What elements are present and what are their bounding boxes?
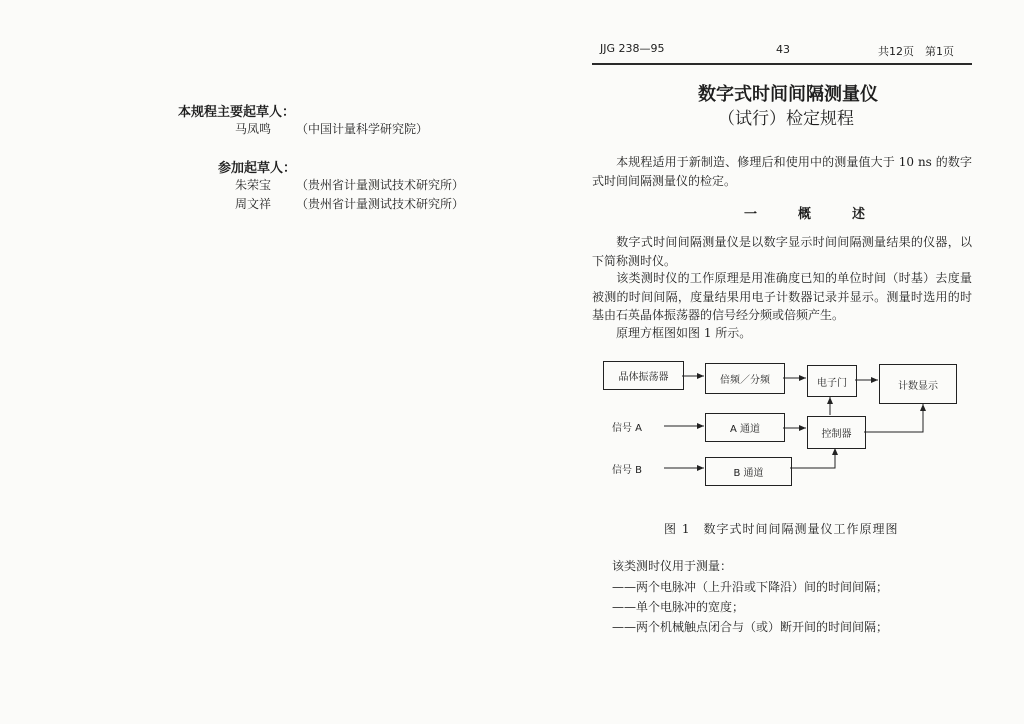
controller-block: 控制器 xyxy=(807,416,866,449)
participant-name: 周文祥 xyxy=(235,197,272,211)
crystal-oscillator-block: 晶体振荡器 xyxy=(603,361,684,390)
list-item: ——两个电脉冲（上升沿或下降沿）间的时间间隔； xyxy=(612,580,889,594)
main-drafter-heading: 本规程主要起草人： xyxy=(178,105,296,120)
body-paragraph: 数字式时间间隔测量仪是以数字显示时间间隔测量结果的仪器，以下简称测时仪。 xyxy=(592,235,972,268)
participant-name: 朱荣宝 xyxy=(235,178,272,192)
channel-b-block: B 通道 xyxy=(705,457,792,486)
uses-intro: 该类测时仪用于测量： xyxy=(612,559,733,573)
page-number: 43 xyxy=(776,43,790,56)
participant-heading: 参加起草人： xyxy=(218,161,297,176)
body-paragraph: 该类测时仪的工作原理是用准确度已知的单位时间（时基）去度量被测的时间间隔，度量结果用电子计数器记录并显示。测量时选用的时基由石英晶体振荡器的信号经分频或倍频产生。 xyxy=(592,271,972,322)
drafter-org: （中国计量科学研究院） xyxy=(296,122,429,136)
participant-org: （贵州省计量测试技术研究所） xyxy=(296,178,465,192)
drafter-name: 马凤鸣 xyxy=(235,122,272,136)
list-item: ——单个电脉冲的宽度； xyxy=(612,600,745,614)
signal-a-label: 信号 A xyxy=(612,423,643,434)
intro-paragraph: 本规程适用于新制造、修理后和使用中的测量值大于 10 ns 的数字式时间间隔测量仪的检定。 xyxy=(592,155,972,188)
signal-b-label: 信号 B xyxy=(612,465,643,476)
standard-code: JJG 238—95 xyxy=(600,42,665,55)
multiplier-divider-block: 倍频／分频 xyxy=(705,363,785,394)
doc-subtitle: （试行）检定规程 xyxy=(718,109,854,129)
list-item: ——两个机械触点闭合与（或）断开间的时间间隔； xyxy=(612,620,889,634)
doc-title: 数字式时间间隔测量仪 xyxy=(698,84,878,105)
electronic-gate-block: 电子门 xyxy=(807,365,857,397)
figure-caption: 图 1 数字式时间间隔测量仪工作原理图 xyxy=(664,522,899,536)
channel-a-block: A 通道 xyxy=(705,413,785,442)
body-paragraph: 原理方框图如图 1 所示。 xyxy=(616,326,752,340)
section-heading: 一 概 述 xyxy=(744,207,880,222)
participant-org: （贵州省计量测试技术研究所） xyxy=(296,197,465,211)
page-info: 共12页 第1页 xyxy=(878,45,954,58)
counter-display-block: 计数显示 xyxy=(879,364,957,404)
